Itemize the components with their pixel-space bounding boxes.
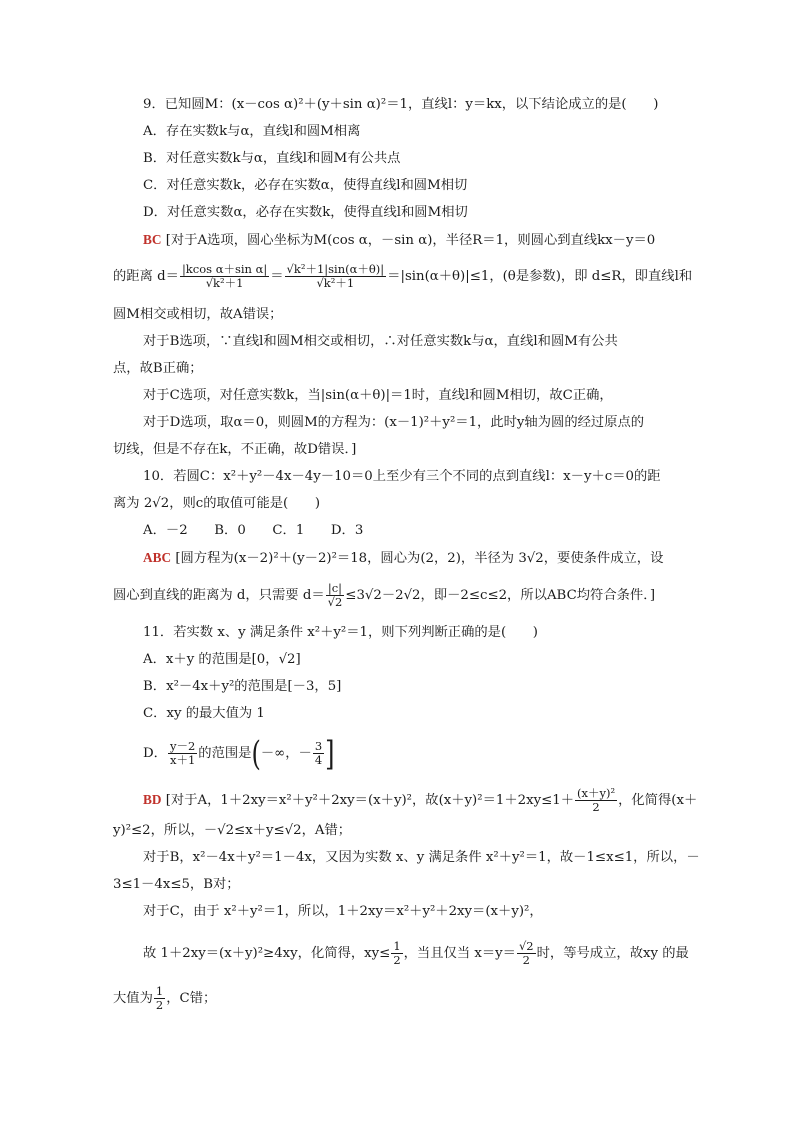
q11-solution-line-7 xyxy=(113,985,216,1012)
q11-solution-line-3: 对于B，x²－4x＋y²＝1－4x，又因为实数 x、y 满足条件 x²＋y²＝1，故－1≤x≤1，所以，－ xyxy=(143,850,700,865)
q9-solution-text: [对于A选项，圆心坐标为M(cos α，－sin α)，半径R＝1，则圆心到直线kx－y＝0 xyxy=(165,233,656,248)
q11-opt-d-num: y－2 xyxy=(169,739,196,753)
q11-solution-line-4: 3≤1－4x≤5，B对； xyxy=(113,877,240,892)
q10-stem-2: 离为 2√2，则c的取值可能是( ) xyxy=(113,496,321,511)
q11-sol-fraction-2 xyxy=(391,940,402,967)
q11-option-d xyxy=(143,733,335,774)
q10-sol-2a: 圆心到直线的距离为 d，只需要 d＝ xyxy=(113,588,325,603)
q11-sol-1-num: (x＋y)² xyxy=(577,786,616,800)
q11-opt-d-num2: 3 xyxy=(314,739,323,753)
q11-option-c: C．xy 的最大值为 1 xyxy=(143,706,265,721)
q9-solution-line-8: 切线，但是不存在k，不正确，故D错误．] xyxy=(113,442,357,457)
q11-sol-fraction-1 xyxy=(575,787,617,814)
q9-option-a: A．存在实数k与α，直线l和圆M相离 xyxy=(143,124,361,139)
q11-opt-d-den: x＋1 xyxy=(169,753,196,767)
q11-solution-line-6 xyxy=(143,940,689,967)
q10-frac-den: √2 xyxy=(327,595,343,609)
q10-solution-line-1 xyxy=(143,548,663,569)
q11-sol-1a: [对于A，1＋2xy＝x²＋y²＋2xy＝(x＋y)²，故(x＋y)²＝1＋2xy≤1＋ xyxy=(165,793,574,808)
q11-sol-6-den2: 2 xyxy=(522,953,530,967)
q9-stem: 9．已知圆M：(x－cos α)²＋(y＋sin α)²＝1，直线l：y＝kx，以下结论成立的是( ) xyxy=(143,97,659,112)
q11-sol-7a: 大值为 xyxy=(113,991,153,1006)
q11-solution-line-2: y)²≤2，所以，－√2≤x＋y≤√2，A错； xyxy=(113,823,352,838)
q10-solution-text: [圆方程为(x－2)²＋(y－2)²＝18，圆心为(2，2)，半径为 3√2，要使条件成立，设 xyxy=(175,551,664,566)
q11-solution-line-1 xyxy=(143,787,697,814)
q9-solution-line-5: 点，故B正确； xyxy=(113,361,203,376)
q11-sol-7b: ，C错； xyxy=(166,991,217,1006)
q11-sol-fraction-3 xyxy=(517,940,536,967)
q9-sol-2a: 的距离 d＝ xyxy=(113,269,179,284)
q11-opt-d-label: D． xyxy=(143,746,167,761)
q9-sol-2b: ＝ xyxy=(270,269,284,284)
q11-sol-6-num2: √2 xyxy=(518,939,534,953)
q11-opt-d-fraction-2 xyxy=(313,740,324,767)
q11-solution-line-5: 对于C，由于 x²＋y²＝1，所以，1＋2xy＝x²＋y²＋2xy＝(x＋y)²， xyxy=(143,904,543,919)
q9-fraction-1 xyxy=(180,263,269,290)
q11-sol-fraction-4 xyxy=(154,985,165,1012)
q11-sol-6c: 时，等号成立，故xy 的最 xyxy=(536,946,689,961)
q9-solution-line-2 xyxy=(113,263,692,290)
q11-opt-d-den2: 4 xyxy=(314,753,323,767)
q10-stem-1: 10．若圆C：x²＋y²－4x－4y－10＝0上至少有三个不同的点到直线l：x－y＋c＝0的距 xyxy=(143,469,661,484)
q11-sol-1b: ，化简得(x＋ xyxy=(618,793,698,808)
q11-sol-6b: ，当且仅当 x＝y＝ xyxy=(403,946,516,961)
q11-option-a: A．x＋y 的范围是[0，√2] xyxy=(143,652,301,667)
left-bracket: ( xyxy=(251,733,261,774)
q11-opt-d-range: －∞，－ xyxy=(260,746,312,761)
q9-frac1-num: |kcos α＋sin α| xyxy=(181,262,268,276)
q9-solution-line-6: 对于C选项，对任意实数k，当|sin(α＋θ)|＝1时，直线l和圆M相切，故C正确， xyxy=(143,388,613,403)
right-bracket: ] xyxy=(325,733,335,774)
q11-option-b: B．x²－4x＋y²的范围是[－3，5] xyxy=(143,679,342,694)
q9-option-c: C．对任意实数k，必存在实数α，使得直线l和圆M相切 xyxy=(143,178,468,193)
q10-fraction xyxy=(326,582,345,609)
q11-sol-7-den: 2 xyxy=(155,998,164,1012)
q9-option-b: B．对任意实数k与α，直线l和圆M有公共点 xyxy=(143,151,401,166)
q11-sol-6-den: 2 xyxy=(393,953,401,967)
q11-sol-6a: 故 1＋2xy＝(x＋y)²≥4xy，化简得，xy≤ xyxy=(143,946,391,961)
q11-opt-d-text: 的范围是 xyxy=(198,746,252,761)
q11-sol-7-num: 1 xyxy=(155,984,164,998)
q9-frac2-den: √k²＋1 xyxy=(316,276,355,290)
q11-opt-d-fraction xyxy=(168,740,197,767)
q10-solution-line-2 xyxy=(113,582,655,609)
q11-answer-label: BD xyxy=(143,792,162,807)
q10-answer-label: ABC xyxy=(143,550,172,565)
q9-solution-line-1 xyxy=(143,230,655,251)
q9-solution-line-7: 对于D选项，取α＝0，则圆M的方程为：(x－1)²＋y²＝1，此时y轴为圆的经过原点的 xyxy=(143,415,645,430)
q11-sol-1-den: 2 xyxy=(592,800,600,814)
q9-frac2-num: √k²＋1|sin(α＋θ)| xyxy=(286,262,385,276)
q10-sol-2b: ≤3√2－2√2，即－2≤c≤2，所以ABC均符合条件．] xyxy=(345,588,656,603)
q9-answer-label: BC xyxy=(143,232,162,247)
q9-fraction-2 xyxy=(285,263,387,290)
q11-sol-6-num: 1 xyxy=(393,939,401,953)
q9-option-d: D．对任意实数α，必存在实数k，使得直线l和圆M相切 xyxy=(143,205,468,220)
q9-frac1-den: √k²＋1 xyxy=(205,276,244,290)
q11-stem: 11．若实数 x、y 满足条件 x²＋y²＝1，则下列判断正确的是( ) xyxy=(143,625,538,640)
q9-solution-line-3: 圆M相交或相切，故A错误； xyxy=(113,307,283,322)
q9-solution-line-4: 对于B选项，∵直线l和圆M相交或相切，∴对任意实数k与α，直线l和圆M有公共 xyxy=(143,334,618,349)
q10-frac-num: |c| xyxy=(326,582,345,596)
q9-sol-2c: ＝|sin(α＋θ)|≤1，(θ是参数)，即 d≤R，即直线l和 xyxy=(387,269,693,284)
q10-options: A．－2 B．0 C．1 D．3 xyxy=(143,523,364,538)
